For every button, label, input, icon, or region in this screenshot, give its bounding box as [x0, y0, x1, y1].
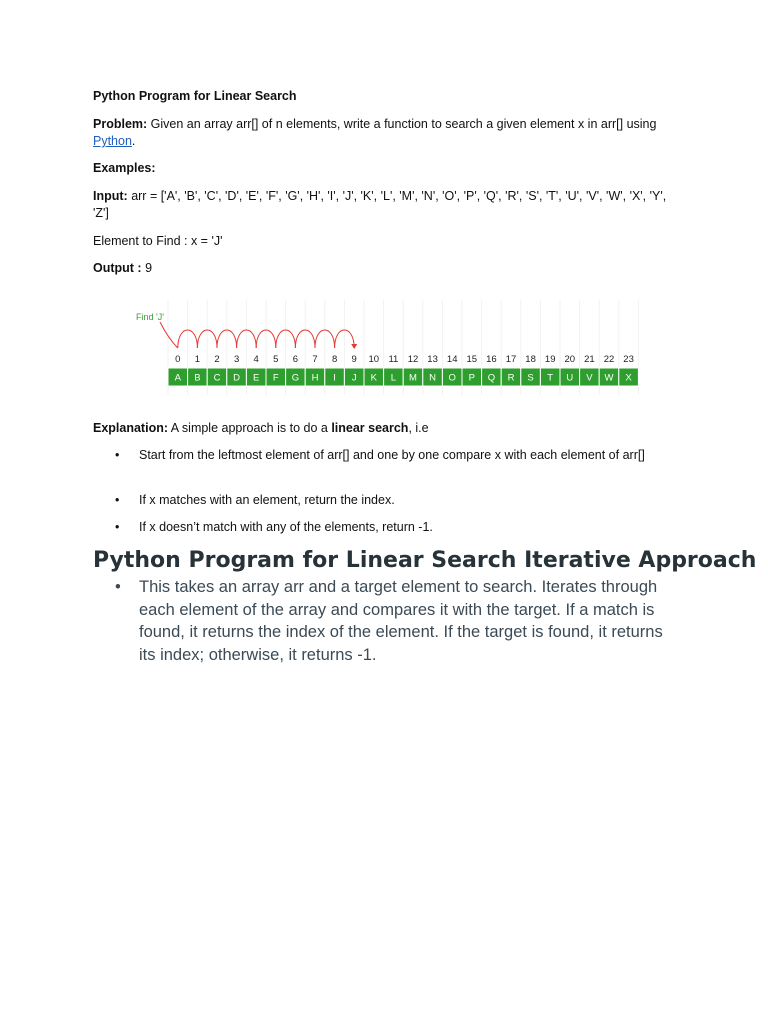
cell-label: U [566, 372, 574, 384]
index-label: 3 [233, 354, 240, 365]
cell-label: M [409, 372, 417, 384]
cell-label: J [351, 372, 357, 384]
index-label: 19 [544, 354, 556, 365]
index-label: 16 [486, 354, 497, 365]
index-label: 20 [564, 354, 576, 365]
index-label: 14 [446, 354, 458, 365]
cell-label: L [390, 372, 397, 384]
linear-search-diagram [130, 300, 650, 400]
cell-label: P [468, 372, 475, 384]
index-label: 8 [331, 354, 338, 365]
cell-label: A [174, 372, 181, 384]
cell-label: R [507, 372, 515, 384]
bullet-icon: • [115, 578, 121, 596]
cell-label: S [527, 372, 534, 384]
bullet-icon: • [115, 493, 120, 507]
search-arrow [160, 322, 178, 348]
list-item: • This takes an array arr and a target element to search. Iterates through each element of the array and compares it with the target. If a match is found, it returns the index of the element. If the target is found, it returns its index; otherwise, it returns -1. [115, 578, 663, 664]
output-value: 9 [141, 261, 153, 275]
section-bullet-list [93, 576, 693, 666]
cell-label: V [586, 372, 593, 384]
problem-paragraph: Problem: Given an array arr[] of n elements, write a function to search a given element x in arr[] using Python. [93, 117, 657, 148]
index-label: 22 [603, 354, 615, 365]
index-label: 0 [175, 354, 181, 365]
cell-label: O [448, 372, 456, 384]
cell-label: F [272, 372, 279, 384]
cell-label: Q [487, 372, 496, 384]
index-label: 12 [407, 354, 419, 365]
input-array: arr = ['A', 'B', 'C', 'D', 'E', 'F', 'G', 'H', 'I', 'J', 'K', 'L', 'M', 'N', 'O', 'P', 'Q', 'R', 'S', 'T', 'U', 'V', 'W', 'X', 'Y', 'Z'] [93, 189, 667, 220]
index-label: 7 [312, 354, 318, 365]
input-paragraph [93, 188, 683, 222]
index-label: 1 [194, 354, 201, 365]
linear-search-term: linear search [331, 421, 409, 435]
cell-label: K [370, 372, 377, 384]
cell-label: N [429, 372, 437, 384]
problem-text: Given an array arr[] of n elements, write a function to search a given element x in arr[] using [147, 117, 657, 131]
cell-label: H [311, 372, 319, 384]
cell-label: W [604, 372, 614, 384]
index-label: 2 [214, 354, 220, 365]
index-label: 17 [505, 354, 517, 365]
index-label: 23 [623, 354, 634, 365]
cell-label: B [194, 372, 201, 384]
cell-label: E [253, 372, 260, 384]
cell-label: G [291, 372, 300, 384]
element-to-find: Element to Find : x = 'J' [93, 234, 223, 248]
section-heading: Python Program for Linear Search Iterative Approach [93, 548, 757, 573]
bullet-icon: • [115, 448, 120, 462]
index-label: 18 [525, 354, 536, 365]
output-line [93, 260, 683, 277]
arrowhead-icon [351, 344, 357, 349]
index-label: 9 [351, 354, 357, 365]
doc-title: Python Program for Linear Search [93, 89, 297, 103]
examples-heading: Examples: [93, 161, 156, 175]
python-link[interactable]: Python [93, 134, 132, 148]
cell-label: T [547, 372, 554, 384]
cell-label: C [213, 372, 221, 384]
cell-label: X [625, 372, 632, 384]
index-label: 21 [584, 354, 595, 365]
index-label: 15 [466, 354, 478, 365]
index-label: 6 [292, 354, 299, 365]
explanation-label: Explanation: [93, 421, 169, 435]
document-page: Python Program for Linear Search Problem: Given an array arr[] of n elements, write a function to search a given element x in arr[] using Python. Examples: Input: arr = ['A', 'B', 'C', 'D', 'E', 'F', 'G', 'H', 'I', 'J', 'K', 'L', 'M', 'N', 'O', 'P', 'Q', 'R', 'S', 'T', 'U', 'V', 'W', 'X', 'Y', 'Z'] Element to Find : x = 'J' Output : 9 0 1 2 3 4 5 6 7 8 9 10 11 12 13 14 15 16 17 18 19 20 21 22 23 A B C D E F G H I J K L M N O P Q R S T U V W X Find 'J' Explanation: A simple approach is to do a linear search, i.e • Start from the leftmost element of arr[] and one by one compare x with each element of arr[] • If x matches with an element, return the index. • If x doesn’t match with any of the elements, return -1. Python Program for Linear Search Iterative Approach • This takes an array arr and a target element to search. Iterates through each element of the array and compares it with the target. If a match is found, it returns the index of the element. If the target is found, it returns its index; otherwise, it returns -1. [0, 0, 768, 1024]
problem-label: Problem: [93, 117, 148, 131]
find-label: Find 'J' [136, 312, 164, 322]
index-label: 4 [253, 354, 259, 365]
index-label: 13 [427, 354, 438, 365]
cell-label: D [233, 372, 241, 384]
explanation-paragraph: Explanation: A simple approach is to do a linear search, i.e [93, 421, 429, 435]
index-label: 5 [273, 354, 279, 365]
index-label: 11 [388, 354, 399, 365]
output-label: Output : [93, 261, 142, 275]
bullet-icon: • [115, 520, 120, 534]
input-label: Input: [93, 189, 128, 203]
index-label: 10 [368, 354, 380, 365]
cell-label: I [333, 372, 336, 384]
